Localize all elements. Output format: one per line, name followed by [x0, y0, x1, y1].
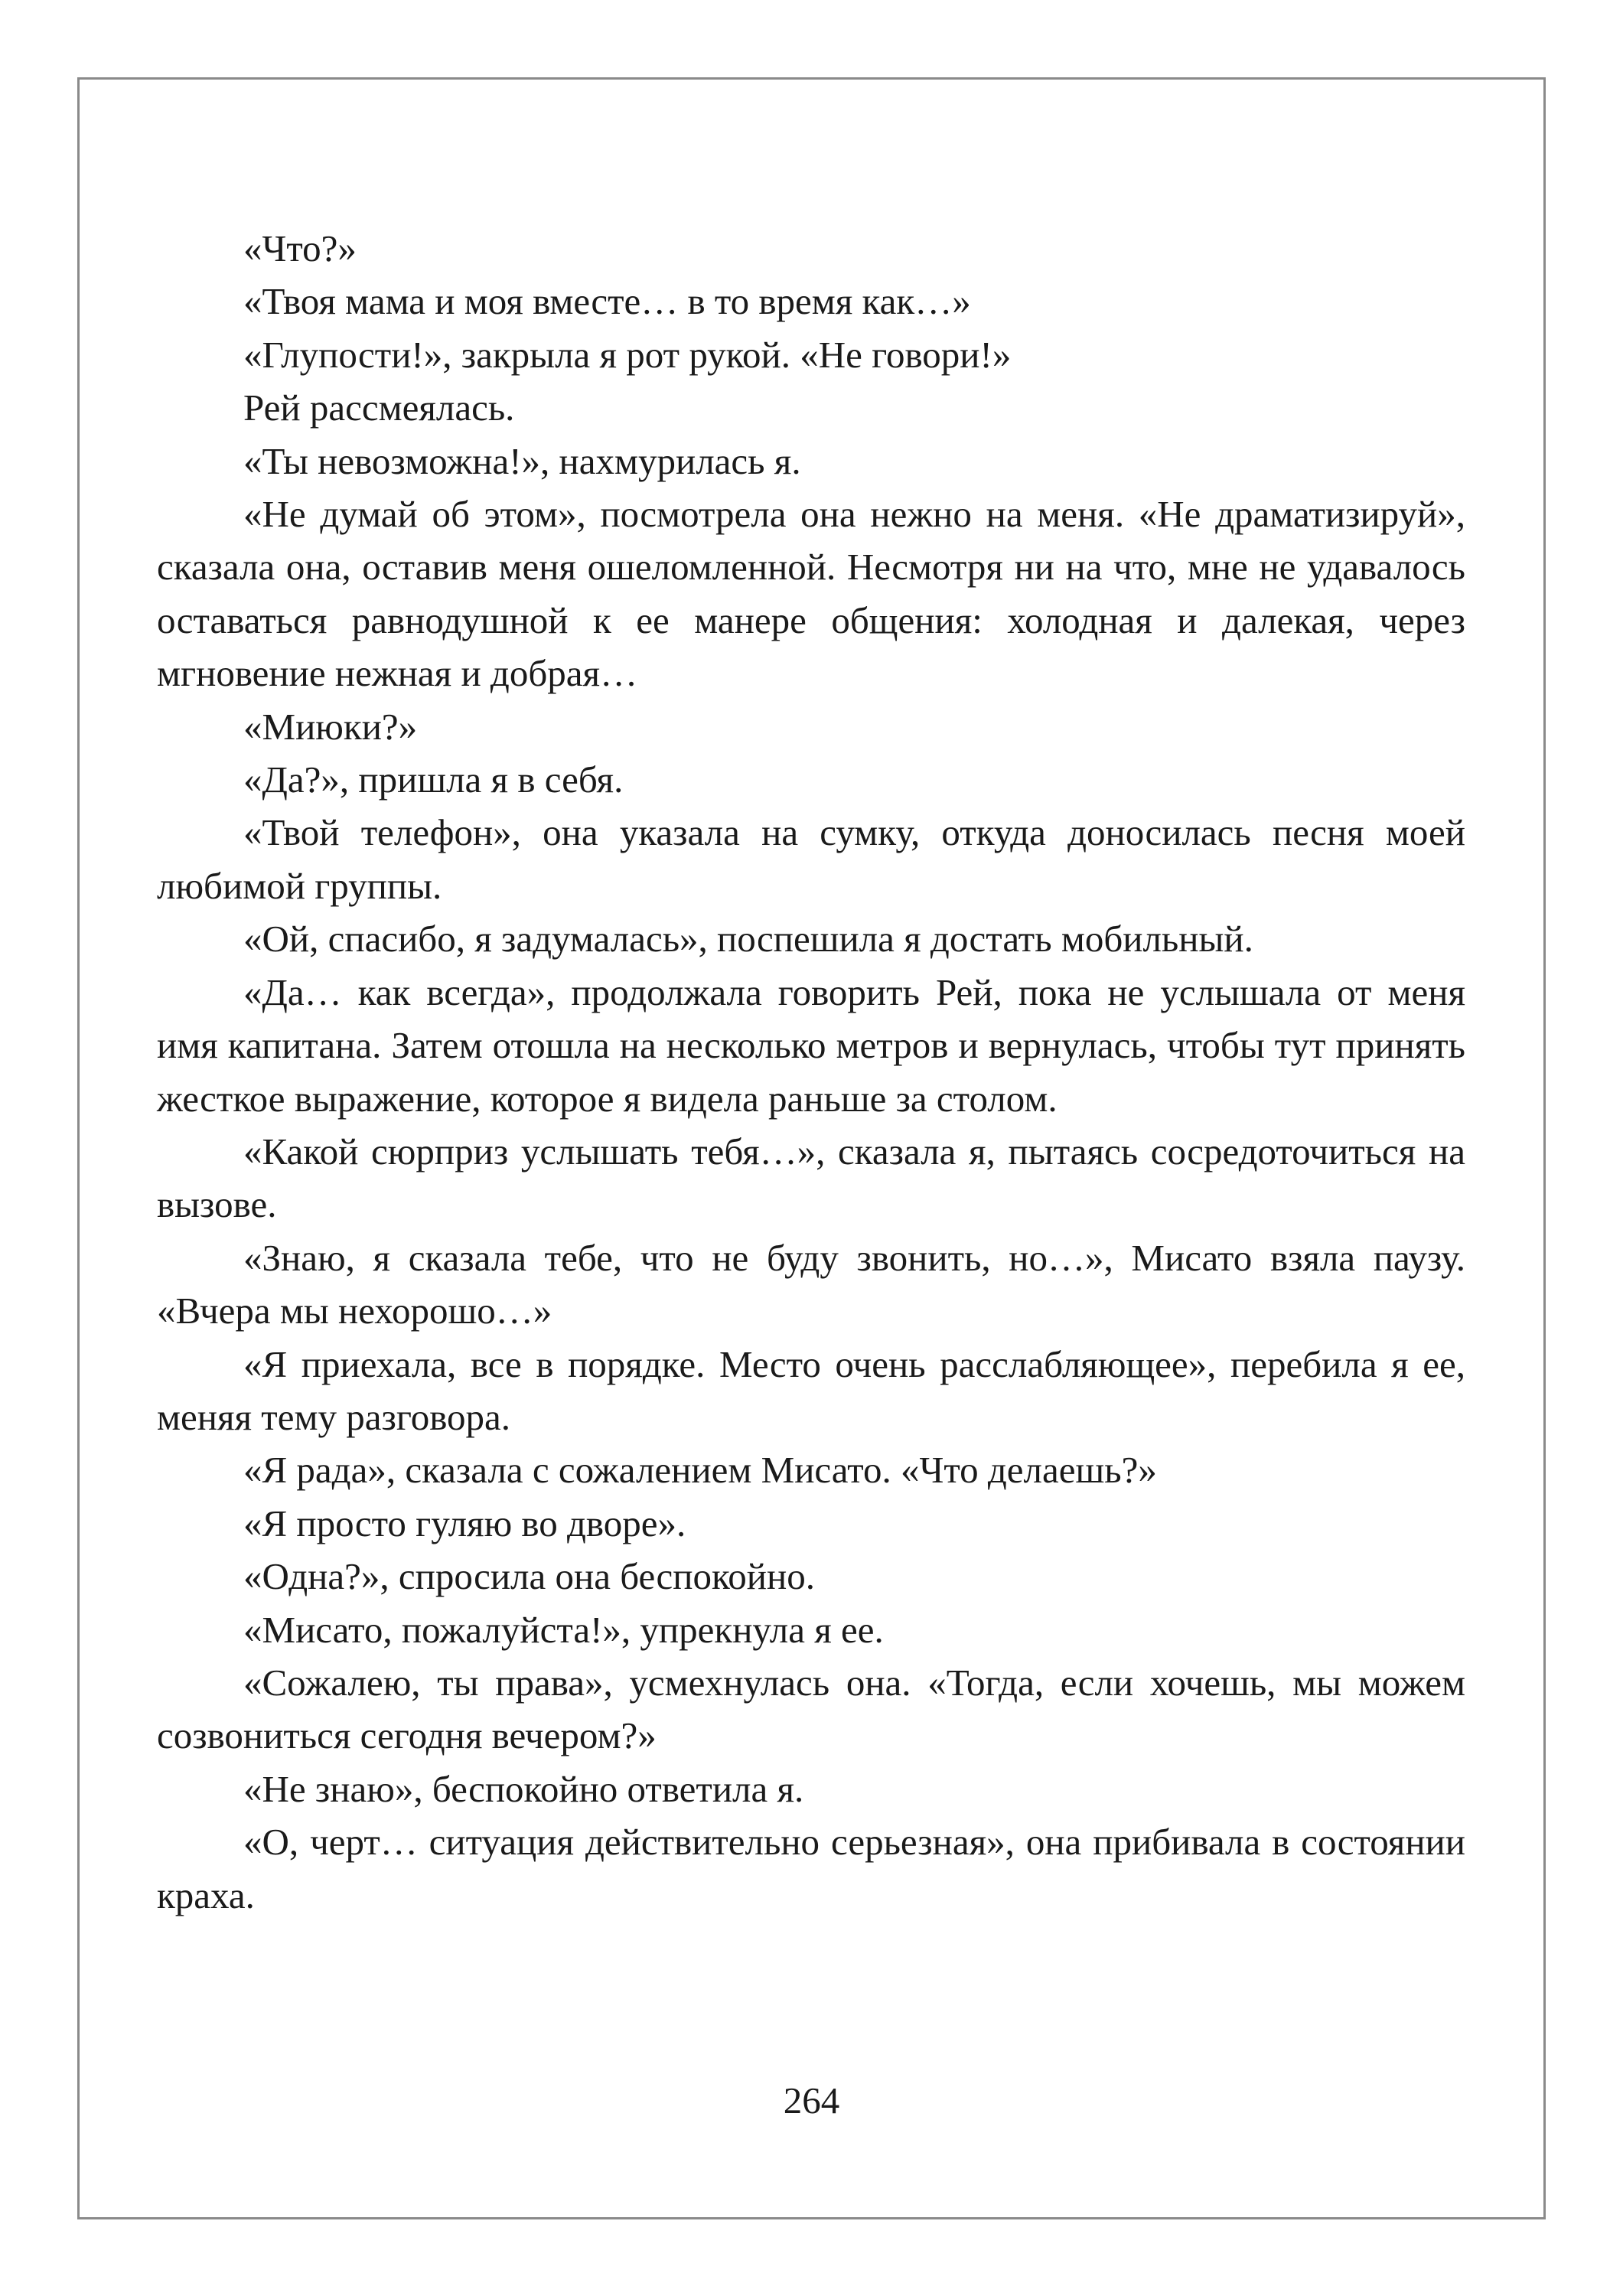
paragraph: «Ой, спасибо, я задумалась», поспешила я достать мобильный.: [243, 918, 1253, 960]
paragraph: «Знаю, я сказала тебе, что не буду звонить, но…», Мисато взяла паузу. «Вчера мы нехорошо…»: [157, 1236, 1465, 1332]
paragraph: «О, черт… ситуация действительно серьезная», она прибивала в состоянии краха.: [157, 1821, 1465, 1916]
paragraph: «Я рада», сказала с сожалением Мисато. «Что делаешь?»: [243, 1449, 1157, 1492]
paragraph: «Твоя мама и моя вместе… в то время как…»: [243, 280, 971, 323]
paragraph: «Мисато, пожалуйста!», упрекнула я ее.: [243, 1608, 884, 1651]
paragraph: «Одна?», спросила она беспокойно.: [243, 1555, 815, 1598]
paragraph: «Какой сюрприз услышать тебя…», сказала я, пытаясь сосредоточиться на вызове.: [157, 1130, 1465, 1226]
page-number: 264: [783, 2079, 840, 2122]
paragraph: «Сожалею, ты права», усмехнулась она. «Тогда, если хочешь, мы можем созвониться сегодня вечером?»: [157, 1661, 1465, 1757]
paragraph: «Ты невозможна!», нахмурилась я.: [243, 439, 801, 482]
paragraph: Рей рассмеялась.: [243, 386, 515, 429]
body-text: [157, 222, 1465, 1922]
paragraph: «Что?»: [243, 227, 357, 269]
paragraph: «Да?», пришла я в себя.: [243, 758, 624, 801]
paragraph: «Да… как всегда», продолжала говорить Рей, пока не услышала от меня имя капитана. Затем отошла на несколько метров и вернулась, чтобы тут принять жесткое выражение, которое я видела раньше за столом.: [157, 970, 1465, 1120]
paragraph: «Я просто гуляю во дворе».: [243, 1502, 686, 1544]
paragraph: «Миюки?»: [243, 705, 418, 748]
paragraph: «Я приехала, все в порядке. Место очень расслабляющее», перебила я ее, меняя тему разговора.: [157, 1342, 1465, 1438]
paragraph: «Не знаю», беспокойно ответила я.: [243, 1767, 804, 1810]
paragraph: «Глупости!», закрыла я рот рукой. «Не говори!»: [243, 333, 1012, 376]
paragraph: «Не думай об этом», посмотрела она нежно на меня. «Не драматизируй», сказала она, оставив меня ошеломленной. Несмотря ни на что, мне не удавалось оставаться равнодушной к ее манере общения: холодная и далекая, через мгновение нежная и добрая…: [157, 493, 1465, 695]
paragraph: «Твой телефон», она указала на сумку, откуда доносилась песня моей любимой группы.: [157, 811, 1465, 907]
